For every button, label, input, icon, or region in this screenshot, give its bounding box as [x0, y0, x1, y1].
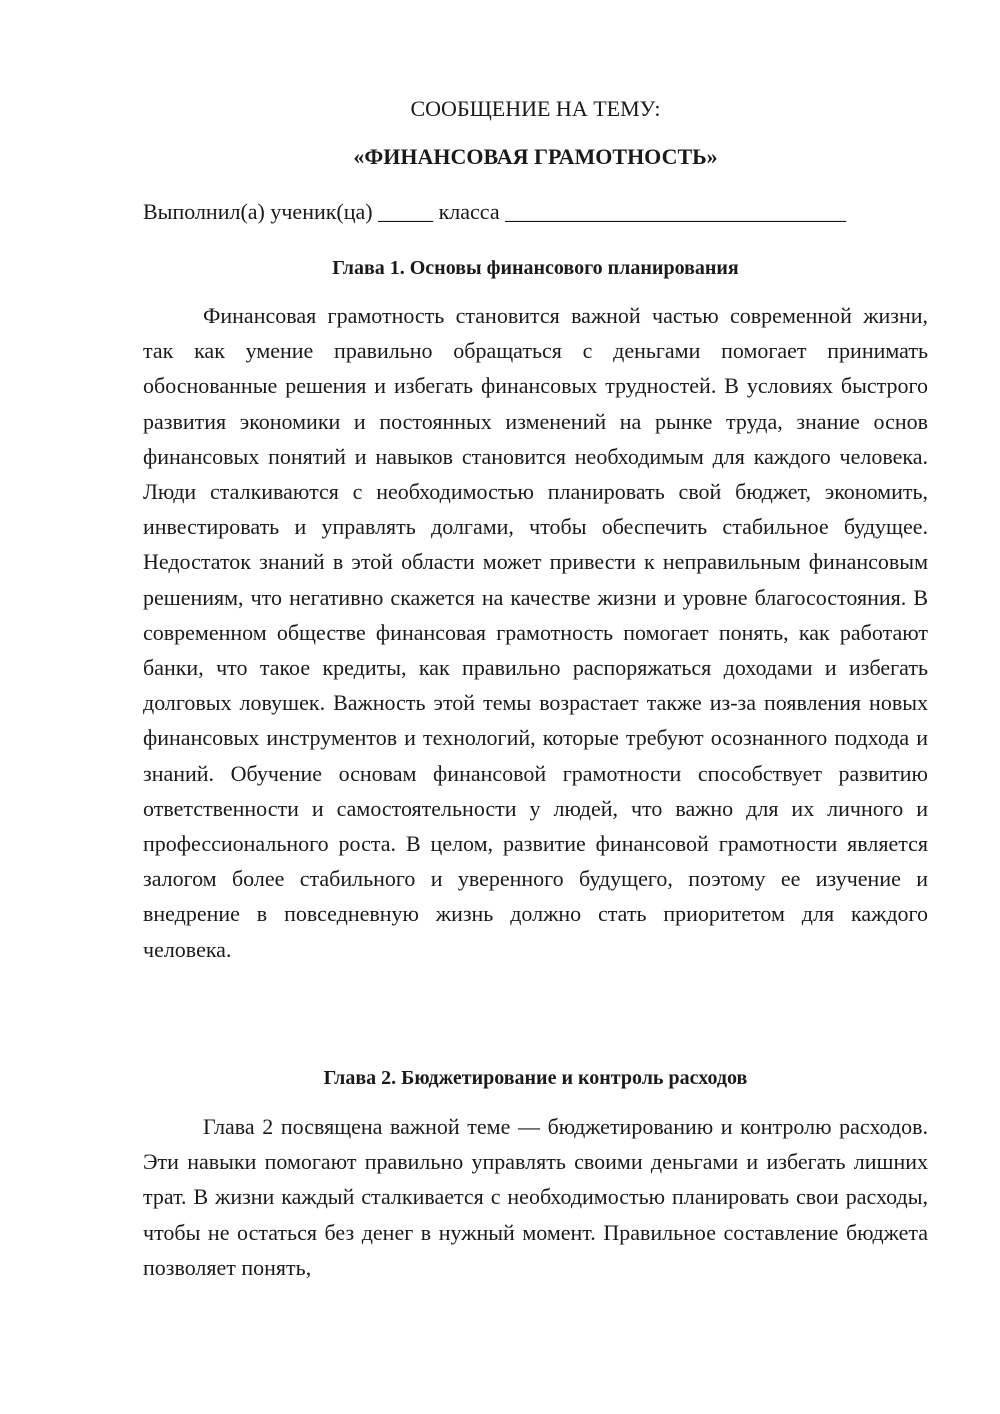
chapter-1-heading: Глава 1. Основы финансового планирования: [332, 257, 739, 279]
chapter-2-paragraph: Глава 2 посвящена важной теме — бюджетированию и контролю расходов. Эти навыки помогают правильно управлять своими деньгами и избегать лишних трат. В жизни каждый сталкивается с необходимостью планировать свои расходы, чтобы не остаться без денег в нужный момент. Правильное составление бюджета позволяет понять,: [143, 1114, 928, 1280]
chapter-2-heading: Глава 2. Бюджетирование и контроль расходов: [323, 1067, 748, 1089]
author-line: Выполнил(а) ученик(ца) _____ класса _______________________________: [143, 199, 847, 224]
document-title-line-2: «ФИНАНСОВАЯ ГРАМОТНОСТЬ»: [353, 144, 718, 169]
document-title-line-1: СООБЩЕНИЕ НА ТЕМУ:: [410, 96, 661, 121]
chapter-1-paragraph: Финансовая грамотность становится важной частью современной жизни, так как умение правильно обращаться с деньгами помогает принимать обоснованные решения и избегать финансовых трудностей. В условиях быстрого развития экономики и постоянных изменений на рынке труда, знание основ финансовых понятий и навыков становится необходимым для каждого человека. Люди сталкиваются с необходимостью планировать свой бюджет, экономить, инвестировать и управлять долгами, чтобы обеспечить стабильное будущее. Недостаток знаний в этой области может привести к неправильным финансовым решениям, что негативно скажется на качестве жизни и уровне благосостояния. В современном обществе финансовая грамотность помогает понять, как работают банки, что такое кредиты, как правильно распоряжаться доходами и избегать долговых ловушек. Важность этой темы возрастает также из-за появления новых финансовых инструментов и технологий, которые требуют осознанного подхода и знаний. Обучение основам финансовой грамотности способствует развитию ответственности и самостоятельности у людей, что важно для их личного и профессионального роста. В целом, развитие финансовой грамотности является залогом более стабильного и уверенного будущего, поэтому ее изучение и внедрение в повседневную жизнь должно стать приоритетом для каждого человека.: [143, 303, 928, 962]
